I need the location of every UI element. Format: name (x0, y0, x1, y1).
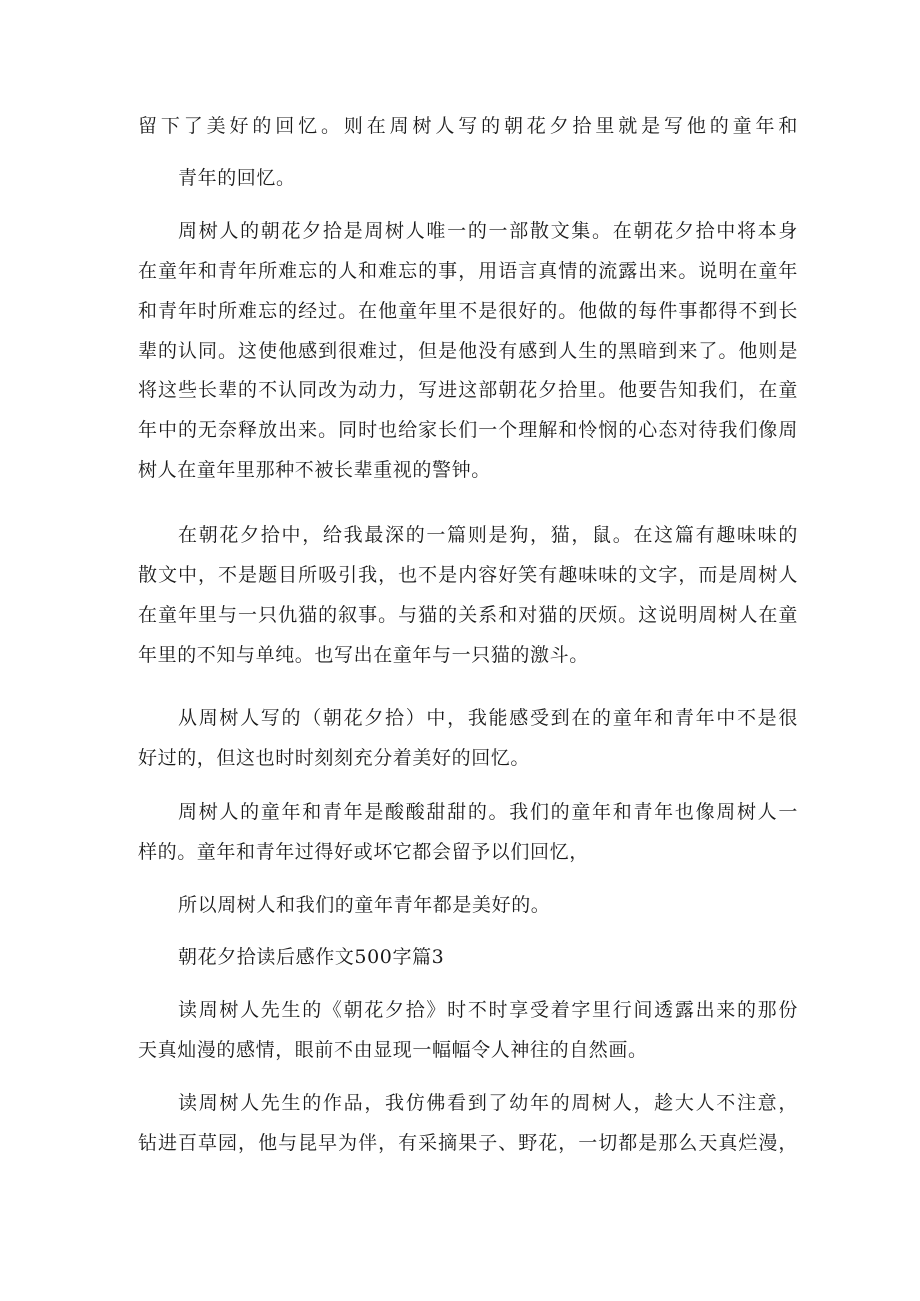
text-line: 青年的回忆。 (178, 167, 296, 189)
text-line: 散文中，不是题目所吸引我，也不是内容好笑有趣味味的文字，而是周树人 (138, 564, 798, 586)
text-line: 留下了美好的回忆。则在周树人写的朝花夕拾里就是写他的童年和 (138, 115, 798, 137)
text-line: 辈的认同。这使他感到很难过，但是他没有感到人生的黑暗到来了。他则是 (138, 340, 798, 362)
text-line: 好过的，但这也时时刻刻充分着美好的回忆。 (138, 747, 531, 769)
text-line: 年里的不知与单纯。也写出在童年与一只猫的激斗。 (138, 644, 589, 666)
text-line: 在童年里与一只仇猫的叙事。与猫的关系和对猫的厌烦。这说明周树人在童 (138, 604, 798, 626)
text-line: 钻进百草园，他与昆早为伴，有采摘果子、野花，一切都是那么天真烂漫， (138, 1132, 798, 1154)
text-line: 样的。童年和青年过得好或坏它都会留予以们回忆， (138, 841, 589, 863)
text-line: 在童年和青年所难忘的人和难忘的事，用语言真情的流露出来。说明在童年 (138, 260, 798, 282)
text-line: 在朝花夕拾中，给我最深的一篇则是狗，猫，鼠。在这篇有趣味味的 (178, 524, 798, 546)
text-line: 读周树人先生的作品，我仿佛看到了幼年的周树人，趁大人不注意， (178, 1092, 798, 1114)
text-line: 读周树人先生的《朝花夕拾》时不时享受着字里行间透露出来的那份 (178, 999, 798, 1021)
text-line: 树人在童年里那种不被长辈重视的警钟。 (138, 459, 491, 481)
text-line: 年中的无奈释放出来。同时也给家长们一个理解和怜悯的心态对待我们像周 (138, 419, 798, 441)
text-line: 将这些长辈的不认同改为动力，写进这部朝花夕拾里。他要告知我们，在童 (138, 379, 798, 401)
text-line: 所以周树人和我们的童年青年都是美好的。 (178, 894, 551, 916)
section-heading: 朝花夕拾读后感作文500字篇3 (178, 946, 445, 968)
text-line: 周树人的童年和青年是酸酸甜甜的。我们的童年和青年也像周树人一 (178, 801, 798, 823)
text-line: 周树人的朝花夕拾是周树人唯一的一部散文集。在朝花夕拾中将本身 (178, 220, 798, 242)
text-line: 从周树人写的（朝花夕拾）中，我能感受到在的童年和青年中不是很 (178, 707, 798, 729)
text-line: 和青年时所难忘的经过。在他童年里不是很好的。他做的每件事都得不到长 (138, 300, 798, 322)
text-line: 天真灿漫的感情，眼前不由显现一幅幅令人神往的自然画。 (138, 1039, 648, 1061)
